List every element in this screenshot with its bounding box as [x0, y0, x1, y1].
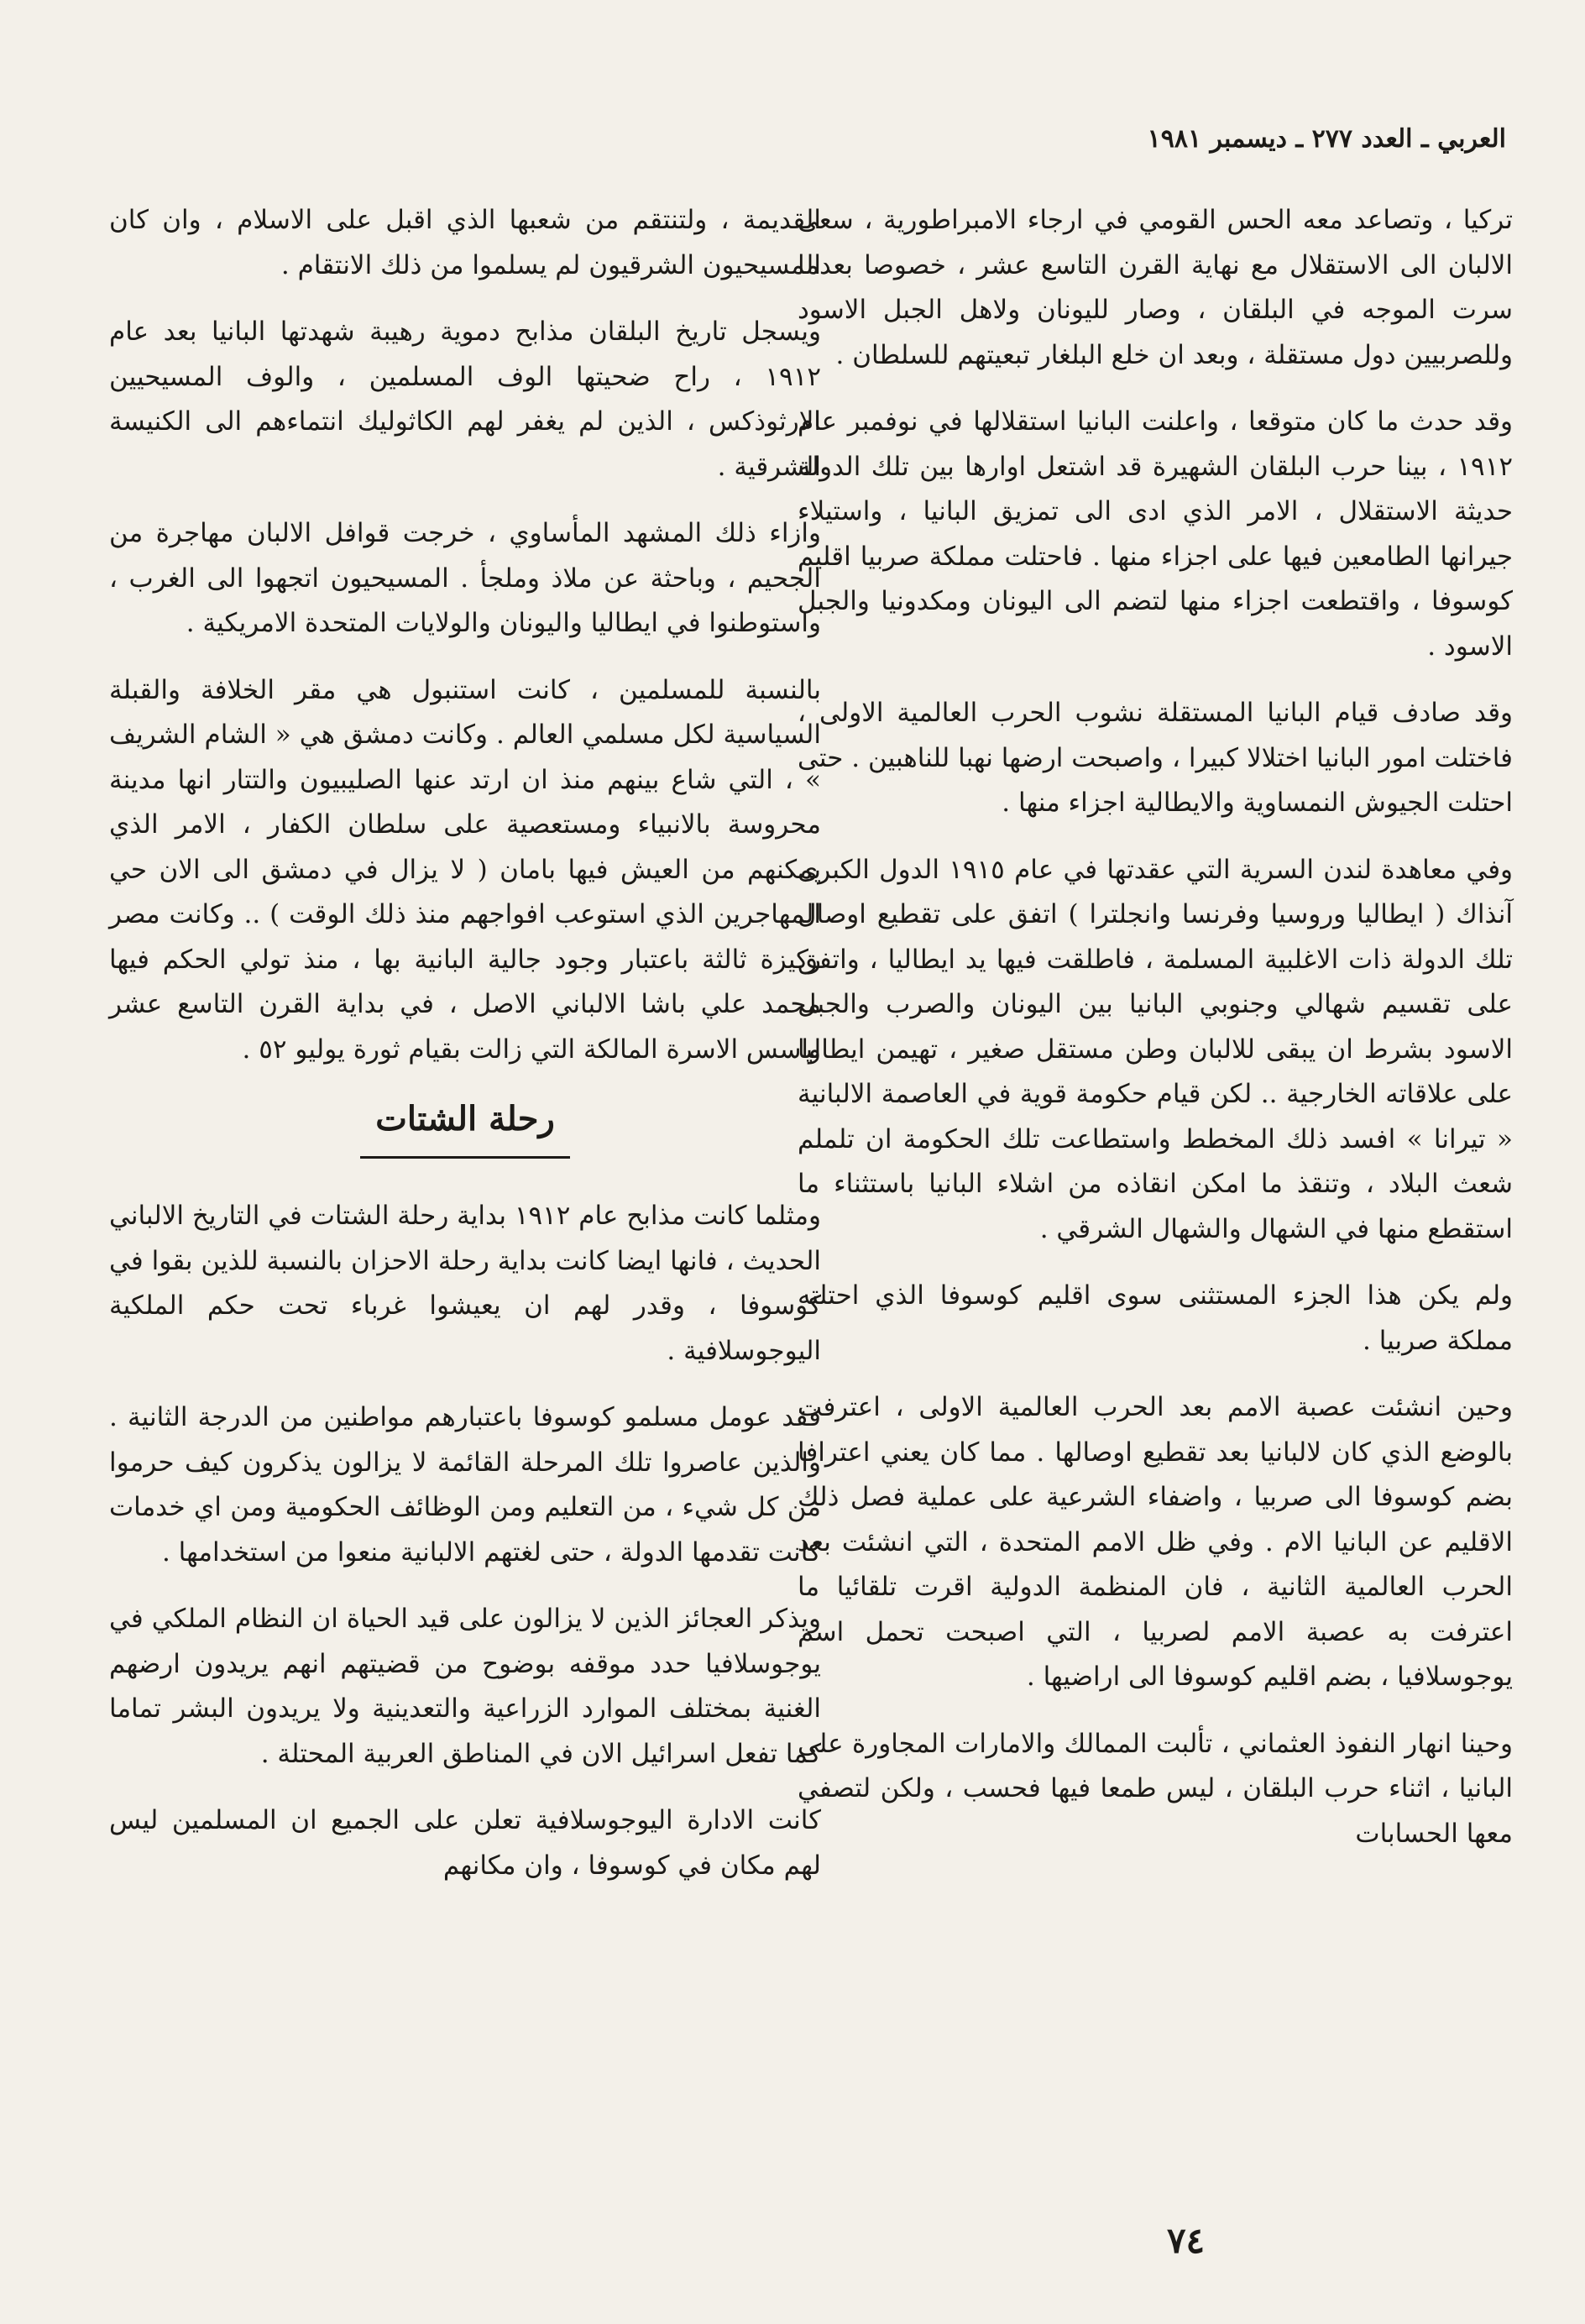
paragraph: وقد حدث ما كان متوقعا ، واعلنت البانيا استقلالها في نوفمبر عام ١٩١٢ ، بينا حرب البلقان الشهيرة قد اشتعل اوارها بين تلك الدولة حديثة الاستقلال ، الامر الذي ادى الى تمزيق البانيا ، واستيلاء جيرانها الطامعين فيها على اجزاء منها . فاحتلت مملكة صربيا اقليم كوسوفا ، واقتطعت اجزاء منها لتضم الى اليونان ومكدونيا والجبل الاسود . [798, 406, 1513, 662]
paragraph: وقد صادف قيام البانيا المستقلة نشوب الحرب العالمية الاولى ، فاختلت امور البانيا اختلالا كبيرا ، واصبحت ارضها نهبا للناهبين . حتى احتلت الجيوش النمساوية والايطالية اجزاء منها . [798, 698, 1513, 818]
paragraph: القديمة ، ولتنتقم من شعبها الذي اقبل على الاسلام ، وان كان المسيحيون الشرقيون لم يسلموا من ذلك الانتقام . [109, 205, 821, 280]
paragraph: وحينا انهار النفوذ العثماني ، تألبت الممالك والامارات المجاورة على البانيا ، اثناء حرب البلقان ، ليس طمعا فيها فحسب ، ولكن لتصفي معها الحسابات [798, 1728, 1513, 1849]
left-column [109, 198, 821, 1910]
section-heading: رحلة الشتات [375, 1099, 555, 1138]
paragraph: وازاء ذلك المشهد المأساوي ، خرجت قوافل الالبان مهاجرة من الجحيم ، وباحثة عن ملاذ وملجأ . المسيحيون اتجهوا الى الغرب ، واستوطنوا في ايطاليا واليونان والولايات المتحدة الامريكية . [109, 518, 821, 638]
running-header: العربي ـ العدد ٢٧٧ ـ ديسمبر ١٩٨١ [1147, 124, 1506, 154]
right-column [798, 198, 1513, 1878]
paragraph: بالنسبة للمسلمين ، كانت استنبول هي مقر الخلافة والقبلة السياسية لكل مسلمي العالم . وكانت دمشق هي « الشام الشريف » ، التي شاع بينهم منذ ان ارتد عنها الصليبيون والتتار انها مدينة محروسة بالانبياء ومستعصية على سلطان الكفار ، الامر الذي يمكنهم من العيش فيها بامان ( لا يزال في دمشق الى الان حي المهاجرين الذي استوعب افواجهم منذ ذلك الوقت ) .. وكانت مصر ركيزة ثالثة باعتبار وجود جالية البانية بها ، منذ تولي الحكم فيها محمد علي باشا الالباني الاصل ، في بداية القرن التاسع عشر واسس الاسرة المالكة التي زالت بقيام ثورة يوليو ٥٢ . [109, 674, 821, 1065]
paragraph: ويذكر العجائز الذين لا يزالون على قيد الحياة ان النظام الملكي في يوجوسلافيا حدد موقفه بوضوح من قضيتهم انهم يريدون ارضهم الغنية بمختلف الموارد الزراعية والتعدينية ولا يريدون البشر تماما كما تفعل اسرائيل الان في المناطق العربية المحتلة . [109, 1604, 821, 1769]
paragraph: ويسجل تاريخ البلقان مذابح دموية رهيبة شهدتها البانيا بعد عام ١٩١٢ ، راح ضحيتها الوف المسلمين ، والوف المسيحيين الارثوذكس ، الذين لم يغفر لهم الكاثوليك انتماءهم الى الكنيسة الشرقية . [109, 317, 821, 482]
paragraph: ولم يكن هذا الجزء المستثنى سوى اقليم كوسوفا الذي احتلته مملكة صربيا . [798, 1280, 1513, 1356]
paragraph: وفي معاهدة لندن السرية التي عقدتها في عام ١٩١٥ الدول الكبرى آنذاك ( ايطاليا وروسيا وفرنسا وانجلترا ) اتفق على تقطيع اوصال تلك الدولة ذات الاغلبية المسلمة ، فاطلقت فيها يد ايطاليا ، واتفق على تقسيم شهالي وجنوبي البانيا بين اليونان والصرب والجبل الاسود بشرط ان يبقى للالبان وطن مستقل صغير ، تهيمن ايطاليا على علاقاته الخارجية .. لكن قيام حكومة قوية في العاصمة الالبانية « تيرانا » افسد ذلك المخطط واستطاعت تلك الحكومة ان تلملم شعث البلاد ، وتنقذ ما امكن انقاذه من اشلاء البانيا باستثناء ما استقطع منها في الشهال والشهال الشرقي . [798, 854, 1514, 1244]
paragraph: فقد عومل مسلمو كوسوفا باعتبارهم مواطنين من الدرجة الثانية . والذين عاصروا تلك المرحلة القائمة لا يزالون يذكرون كيف حرموا من كل شيء ، من التعليم ومن الوظائف الحكومية ومن اي خدمات كانت تقدمها الدولة ، حتى لغتهم الالبانية منعوا من استخدامها . [109, 1402, 821, 1568]
page-number: ٧٤ [1167, 2220, 1206, 2261]
paragraph: تركيا ، وتصاعد معه الحس القومي في ارجاء الامبراطورية ، سعى الالبان الى الاستقلال مع نهاية القرن التاسع عشر ، خصوصا بعدما سرت الموجه في البلقان ، وصار لليونان ولاهل الجبل الاسود وللصربيين دول مستقلة ، وبعد ان خلع البلغار تبعيتهم للسلطان . [798, 205, 1513, 370]
heading-underline [360, 1156, 570, 1159]
paragraph: ومثلما كانت مذابح عام ١٩١٢ بداية رحلة الشتات في التاريخ الالباني الحديث ، فانها ايضا كانت بداية رحلة الاحزان بالنسبة للذين بقوا في كوسوفا ، وقدر لهم ان يعيشوا غرباء تحت حكم الملكية اليوجوسلافية . [109, 1201, 821, 1366]
paragraph: وحين انشئت عصبة الامم بعد الحرب العالمية الاولى ، اعترفت بالوضع الذي كان لالبانيا بعد تقطيع اوصالها . مما كان يعني اعترافا بضم كوسوفا الى صربيا ، واضفاء الشرعية على عملية فصل ذلك الاقليم عن البانيا الام . وفي ظل الامم المتحدة ، التي انشئت بعد الحرب العالمية الثانية ، فان المنظمة الدولية اقرت تلقائيا ما اعترفت به عصبة الامم لصربيا ، التي اصبحت تحمل اسم يوجوسلافيا ، بضم اقليم كوسوفا الى اراضيها . [798, 1392, 1513, 1692]
paragraph: كانت الادارة اليوجوسلافية تعلن على الجميع ان المسلمين ليس لهم مكان في كوسوفا ، وان مكانهم [109, 1805, 821, 1881]
